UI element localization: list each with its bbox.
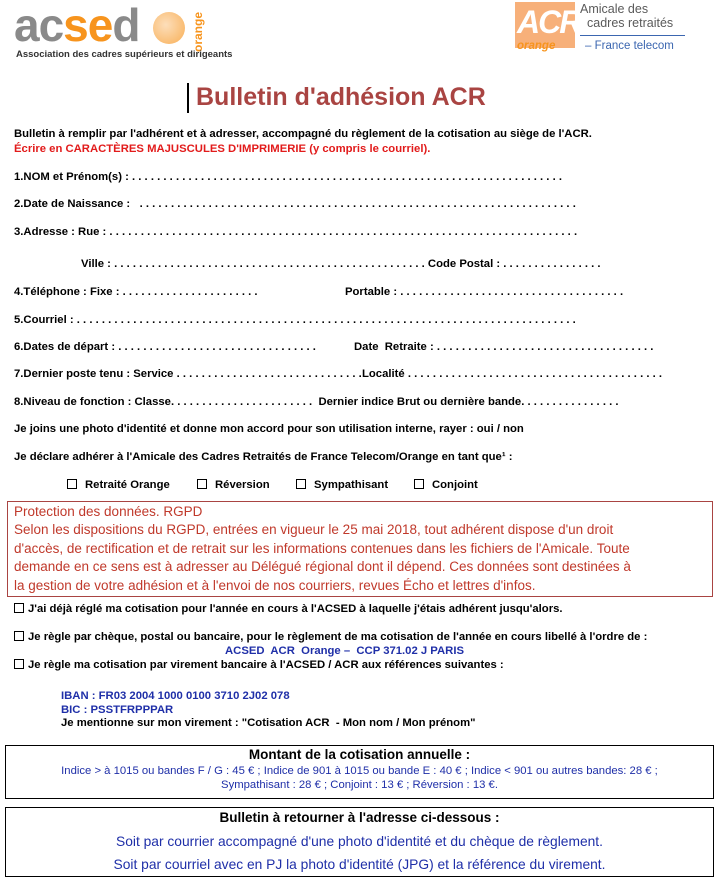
- field-courriel[interactable]: 5.Courriel : . . . . . . . . . . . . . . . . . . . . . . . . . . . . . . . . . . . . . . . . . . . . . . . . . . . . . . . . . . . . . . . . . . . . . . . . . . . . . . . .: [14, 314, 576, 326]
- rgpd-title: Protection des données. RGPD: [14, 504, 203, 519]
- payment-label: Je règle ma cotisation par virement bancaire à l'ACSED / ACR aux références suivantes :: [28, 659, 504, 671]
- option-label: Réversion: [215, 479, 270, 491]
- acr-title-line1: Amicale des: [580, 2, 649, 16]
- divider: [580, 35, 685, 36]
- checkbox-icon[interactable]: [14, 659, 24, 669]
- acsed-vertical-text: orange: [191, 11, 205, 52]
- acr-ft-label: – France telecom: [585, 40, 674, 52]
- option-label: Conjoint: [432, 479, 478, 491]
- acsed-subtitle: Association des cadres supérieurs et dirigeants: [16, 49, 233, 60]
- field-poste[interactable]: 7.Dernier poste tenu : Service . . . . . . . . . . . . . . . . . . . . . . . . . . . . . .: [14, 368, 362, 380]
- field-adresse[interactable]: 3.Adresse : Rue : . . . . . . . . . . . . . . . . . . . . . . . . . . . . . . . . . . . . . . . . . . . . . . . . . . . . . . . . . . . . . . . . . . . . . . . . . . .: [14, 226, 578, 238]
- payment-label: Je règle par chèque, postal ou bancaire, pour le règlement de ma cotisation de l'année en cours libellé à l'ordre de :: [28, 631, 648, 643]
- payment-label: J'ai déjà réglé ma cotisation pour l'année en cours à l'ACSED à laquelle j'étais adhérent jusqu'alors.: [28, 603, 563, 615]
- payment-option-3[interactable]: [14, 659, 504, 671]
- acsed-logo-part: d: [112, 0, 140, 51]
- option-conjoint[interactable]: [414, 479, 478, 491]
- rgpd-line: demande en ce sens est à adresser au Délégué régional dont il dépend. Ces données sont destinées à: [14, 559, 631, 574]
- rgpd-line: d'accès, de rectification et de retrait sur les informations contenues dans les fichiers de l'Amicale. Toute: [14, 540, 630, 556]
- photo-consent: Je joins une photo d'identité et donne mon accord pour son utilisation interne, rayer : oui / non: [14, 423, 524, 435]
- checkbox-icon[interactable]: [14, 603, 24, 613]
- payment-payee: ACSED ACR Orange – CCP 371.02 J PARIS: [225, 645, 464, 657]
- acr-logo-letters: ACR: [517, 4, 581, 40]
- acsed-logo-part: se: [63, 0, 113, 51]
- checkbox-icon[interactable]: [14, 631, 24, 641]
- acsed-logo-part: ac: [14, 0, 64, 51]
- text-cursor: [187, 83, 189, 113]
- field-ville[interactable]: Ville : . . . . . . . . . . . . . . . . . . . . . . . . . . . . . . . . . . . . . . . . . . . . . . . . . . Code Postal : . . . . . . . . . . . . . . . .: [81, 258, 601, 270]
- payment-option-2[interactable]: [14, 631, 647, 643]
- bic: BIC : PSSTFRPPPAR: [61, 704, 174, 716]
- field-depart[interactable]: 6.Dates de départ : . . . . . . . . . . . . . . . . . . . . . . . . . . . . . . . .: [14, 341, 316, 353]
- field-retraite[interactable]: Date Retraite : . . . . . . . . . . . . . . . . . . . . . . . . . . . . . . . . . . .: [354, 341, 654, 353]
- option-retraite-orange[interactable]: [67, 479, 170, 491]
- rgpd-line: la gestion de votre adhésion et à l'envoi de nos courriers, revues Écho et lettres d'infos.: [14, 577, 536, 593]
- return-by-email: Soit par courriel avec en PJ la photo d'identité (JPG) et la référence du virement.: [113, 857, 606, 872]
- intro-text: Bulletin à remplir par l'adhérent et à adresser, accompagné du règlement de la cotisation au siège de l'ACR.: [14, 128, 592, 140]
- iban: IBAN : FR03 2004 1000 0100 3710 2J02 078: [61, 690, 290, 702]
- intro-instruction: Écrire en CARACTÈRES MAJUSCULES D'IMPRIMERIE (y compris le courriel).: [14, 143, 431, 155]
- cotisation-title: Montant de la cotisation annuelle :: [248, 747, 471, 762]
- field-tel-portable[interactable]: Portable : . . . . . . . . . . . . . . . . . . . . . . . . . . . . . . . . . . . .: [345, 286, 624, 298]
- checkbox-icon[interactable]: [414, 479, 424, 489]
- globe-icon: [153, 12, 185, 44]
- option-label: Sympathisant: [314, 479, 389, 491]
- acr-orange-label: orange: [517, 40, 556, 52]
- field-localite[interactable]: Localité . . . . . . . . . . . . . . . . . . . . . . . . . . . . . . . . . . . . . . . . .: [362, 368, 663, 380]
- field-tel-fixe[interactable]: 4.Téléphone : Fixe : . . . . . . . . . . . . . . . . . . . . . .: [14, 286, 258, 298]
- return-by-mail: Soit par courrier accompagné d'une photo d'identité et du chèque de règlement.: [116, 834, 603, 849]
- checkbox-icon[interactable]: [67, 479, 77, 489]
- checkbox-icon[interactable]: [197, 479, 207, 489]
- membership-declaration: Je déclare adhérer à l'Amicale des Cadres Retraités de France Telecom/Orange en tant que¹ :: [14, 451, 513, 463]
- acsed-logo: [14, 0, 139, 50]
- field-nom[interactable]: 1.NOM et Prénom(s) : . . . . . . . . . . . . . . . . . . . . . . . . . . . . . . . . . . . . . . . . . . . . . . . . . . . . . . . . . . . . . . . . . . . . .: [14, 171, 562, 183]
- option-reversion[interactable]: [197, 479, 270, 491]
- page-title: Bulletin d'adhésion ACR: [196, 83, 486, 111]
- return-title: Bulletin à retourner à l'adresse ci-dessous :: [219, 810, 500, 825]
- cotisation-rates: Sympathisant : 28 € ; Conjoint : 13 € ; Réversion : 13 €.: [221, 779, 498, 791]
- rgpd-line: Selon les dispositions du RGPD, entrées en vigueur le 25 mai 2018, tout adhérent dispose d'un droit: [14, 522, 614, 537]
- checkbox-icon[interactable]: [296, 479, 306, 489]
- rgpd-text: [14, 521, 710, 595]
- transfer-mention: Je mentionne sur mon virement : "Cotisation ACR - Mon nom / Mon prénom": [61, 717, 476, 729]
- field-niveau[interactable]: 8.Niveau de fonction : Classe. . . . . . . . . . . . . . . . . . . . . . . Dernier indice Brut ou dernière bande. . . . . . . . . . . . . . . .: [14, 396, 619, 408]
- acr-title-line2: cadres retraités: [587, 16, 674, 30]
- field-naissance[interactable]: 2.Date de Naissance : . . . . . . . . . . . . . . . . . . . . . . . . . . . . . . . . . . . . . . . . . . . . . . . . . . . . . . . . . . . . . . . . . . . . . .: [14, 198, 576, 210]
- option-sympathisant[interactable]: [296, 479, 388, 491]
- payment-option-1[interactable]: [14, 603, 563, 615]
- option-label: Retraité Orange: [85, 479, 170, 491]
- cotisation-rates: Indice > à 1015 ou bandes F / G : 45 € ; Indice de 901 à 1015 ou bande E : 40 € ; Indice < 901 ou autres bandes: 28 € ;: [61, 765, 658, 777]
